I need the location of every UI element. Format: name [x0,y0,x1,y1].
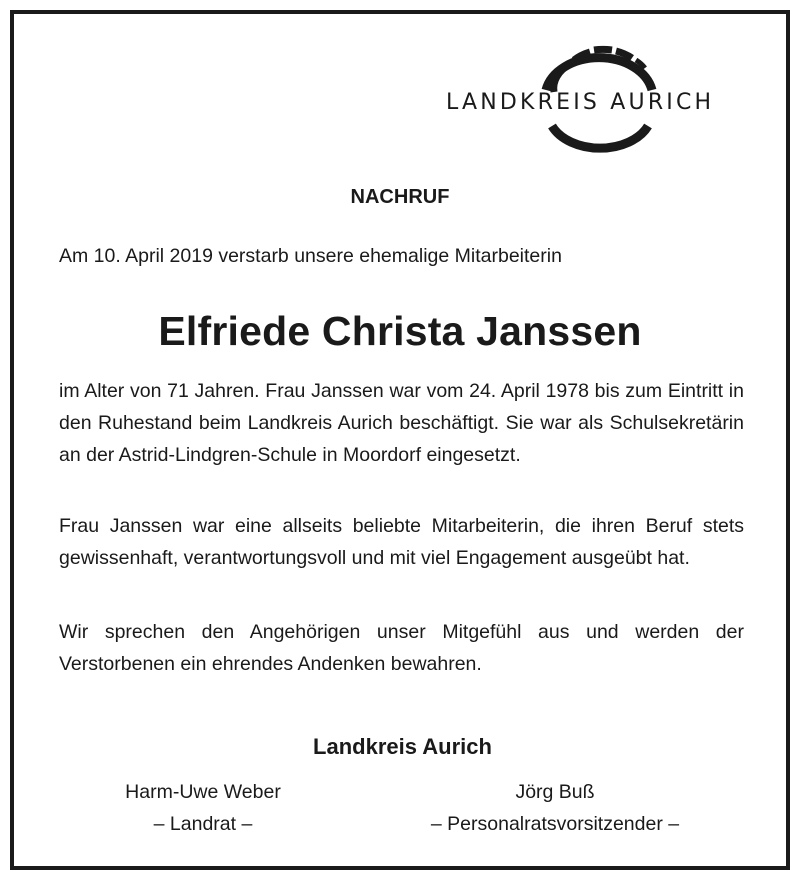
signatory-name: Jörg Buß [515,781,595,803]
signatory-role: – Personalratsvorsitzender – [430,813,680,835]
signatory-personalrat [390,776,720,840]
signatory-role: – Landrat – [153,813,253,835]
logo-text: LANDKREIS AURICH [446,90,715,115]
organization-name: Landkreis Aurich [313,734,492,759]
paragraph-condolence: Wir sprechen den Angehörigen unser Mitgefühl aus und werden der Verstorbenen ein ehrendes Andenken bewahren. [59,621,744,675]
deceased-name: Elfriede Christa Janssen [158,308,642,354]
paragraph-tribute: Frau Janssen war eine allseits beliebte Mitarbeiterin, die ihren Beruf stets gewissenhaft, verantwortungsvoll und mit viel Engagement ausgeübt hat. [59,515,744,569]
obituary-heading: NACHRUF [350,186,450,208]
signatory-name: Harm-Uwe Weber [125,781,281,803]
signatory-landrat [88,776,318,840]
paragraph-employment: im Alter von 71 Jahren. Frau Janssen war vom 24. April 1978 bis zum Eintritt in den Ruhestand beim Landkreis Aurich beschäftigt. Sie war als Schulsekretärin an der Astrid-Lindgren-Schule in Moordorf eingesetzt. [59,380,744,466]
logo [446,38,752,160]
intro-text: Am 10. April 2019 verstarb unsere ehemalige Mitarbeiterin [59,245,562,267]
